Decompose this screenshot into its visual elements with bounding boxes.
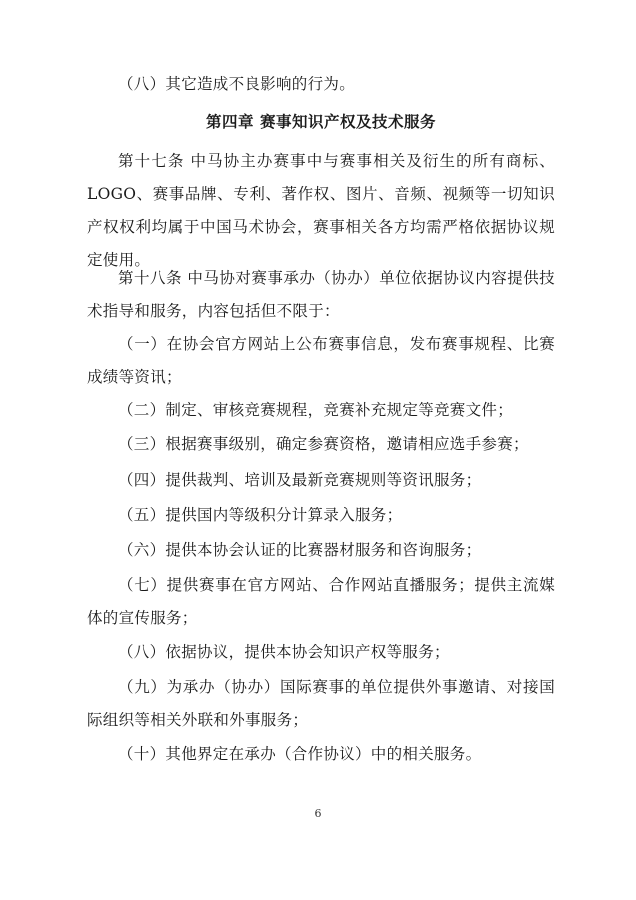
list-item-10: （十）其他界定在承办（合作协议）中的相关服务。 bbox=[118, 745, 482, 763]
list-item-2: （二）制定、审核竞赛规程，竞赛补充规定等竞赛文件； bbox=[118, 401, 514, 419]
article-18: 第十八条 中马协对赛事承办（协办）单位依据协议内容提供技术指导和服务，内容包括但不限于： bbox=[87, 269, 555, 320]
list-item-4: （四）提供裁判、培训及最新竞赛规则等资讯服务； bbox=[118, 471, 482, 489]
list-item-5: （五）提供国内等级积分计算录入服务； bbox=[118, 506, 403, 524]
list-item-7: （七）提供赛事在官方网站、合作网站直播服务；提供主流媒体的宣传服务； bbox=[87, 576, 555, 627]
list-item-1: （一）在协会官方网站上公布赛事信息，发布赛事规程、比赛成绩等资讯； bbox=[87, 335, 555, 386]
clause-prev-item-8: （八）其它造成不良影响的行为。 bbox=[118, 75, 356, 93]
list-item-9: （九）为承办（协办）国际赛事的单位提供外事邀请、对接国际组织等相关外联和外事服务； bbox=[87, 678, 555, 729]
article-17: 第十七条 中马协主办赛事中与赛事相关及衍生的所有商标、LOGO、赛事品牌、专利、著作权、图片、音频、视频等一切知识产权权利均属于中国马术协会，赛事相关各方均需严格依据协议规定使用。 bbox=[87, 152, 555, 269]
list-item-8: （八）依据协议，提供本协会知识产权等服务； bbox=[118, 643, 450, 661]
page-number: 6 bbox=[314, 807, 322, 820]
chapter-heading: 第四章 赛事知识产权及技术服务 bbox=[206, 113, 436, 131]
list-item-3: （三）根据赛事级别，确定参赛资格，邀请相应选手参赛； bbox=[118, 435, 529, 453]
list-item-6: （六）提供本协会认证的比赛器材服务和咨询服务； bbox=[118, 541, 482, 559]
